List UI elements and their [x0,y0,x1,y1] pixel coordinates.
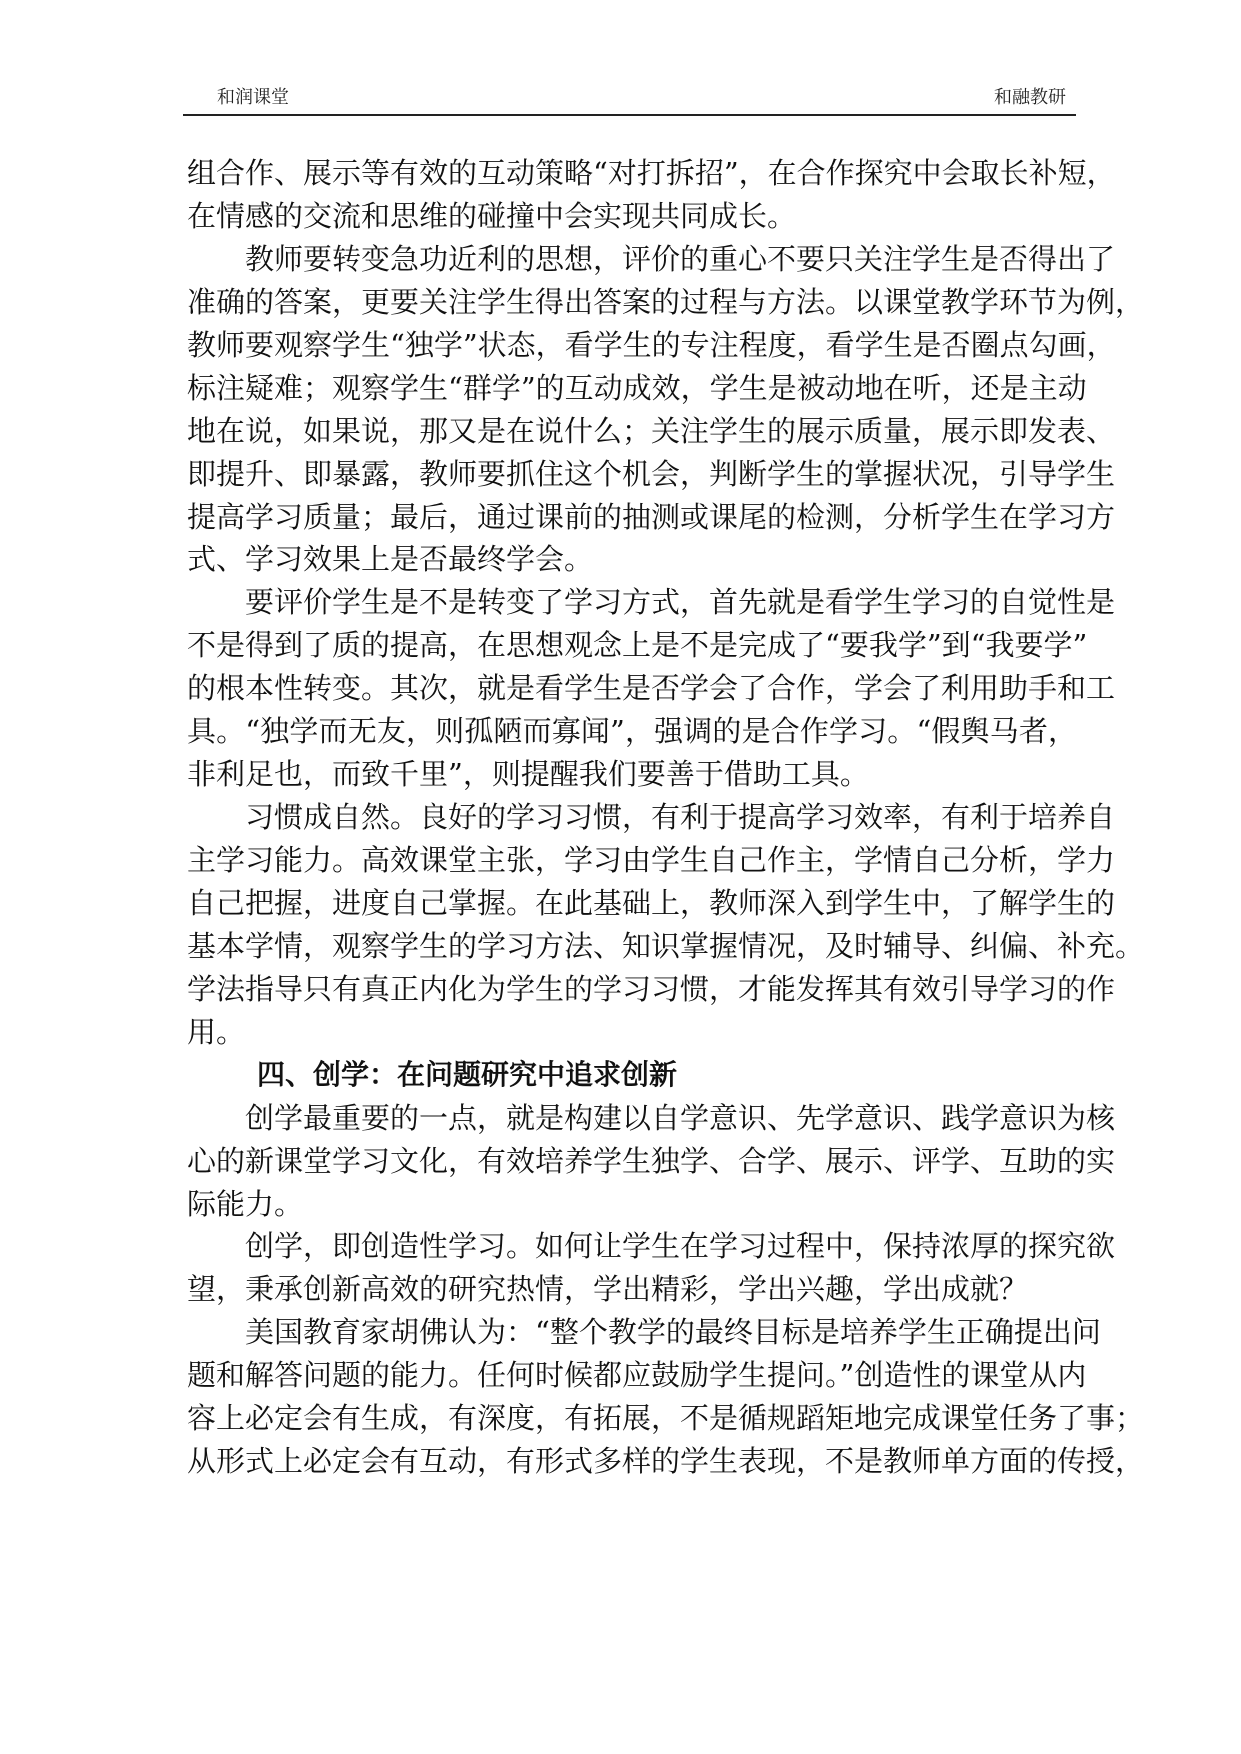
section-heading: 四、创学：在问题研究中追求创新 [257,1057,678,1091]
document-body [187,152,1145,1483]
header-right-title: 和融教研 [994,87,1066,108]
text-line: 即提升、即暴露，教师要抓住这个机会，判断学生的掌握状况，引导学生 [187,456,1116,491]
text-line: 容上必定会有生成，有深度，有拓展，不是循规蹈矩地完成课堂任务了事； [187,1401,1145,1436]
text-line: 美国教育家胡佛认为：“整个教学的最终目标是培养学生正确提出问 [245,1315,1101,1350]
text-line: 创学，即创造性学习。如何让学生在学习过程中，保持浓厚的探究欲 [245,1229,1116,1264]
text-line: 创学最重要的一点，就是构建以自学意识、先学意识、践学意识为核 [245,1100,1116,1135]
text-line: 自己把握，进度自己掌握。在此基础上，教师深入到学生中，了解学生的 [187,885,1116,920]
text-line: 用。 [187,1014,246,1049]
text-line: 主学习能力。高效课堂主张，学习由学生自己作主，学情自己分析，学力 [187,843,1116,877]
text-line: 非利足也，而致千里”，则提醒我们要善于借助工具。 [187,757,869,792]
text-line: 际能力。 [187,1186,304,1221]
text-line: 提高学习质量；最后，通过课前的抽测或课尾的检测，分析学生在学习方 [187,499,1116,534]
text-line: 标注疑难；观察学生“群学”的互动成效，学生是被动地在听，还是主动 [187,370,1087,405]
text-line: 教师要观察学生“独学”状态，看学生的专注程度，看学生是否圈点勾画， [187,327,1116,362]
text-line: 基本学情，观察学生的学习方法、知识掌握情况，及时辅导、纠偏、补充。 [187,928,1145,963]
text-line: 望，秉承创新高效的研究热情，学出精彩，学出兴趣，学出成就？ [187,1272,1029,1307]
text-line: 式、学习效果上是否最终学会。 [187,542,594,577]
text-line: 教师要转变急功近利的思想，评价的重心不要只关注学生是否得出了 [245,241,1116,276]
text-line: 在情感的交流和思维的碰撞中会实现共同成长。 [187,198,797,233]
text-line: 不是得到了质的提高，在思想观念上是不是完成了“要我学”到“我要学” [187,628,1088,663]
header-left-title: 和润课堂 [217,87,289,108]
text-line: 从形式上必定会有互动，有形式多样的学生表现，不是教师单方面的传授， [187,1444,1145,1479]
text-line: 学法指导只有真正内化为学生的学习习惯，才能发挥其有效引导学习的作 [187,971,1116,1006]
text-line: 组合作、展示等有效的互动策略“对打拆招”，在合作探究中会取长补短， [187,156,1116,190]
text-line: 具。“独学而无友，则孤陋而寡闻”，强调的是合作学习。“假舆马者， [187,714,1077,749]
text-line: 准确的答案，更要关注学生得出答案的过程与方法。以课堂教学环节为例， [187,284,1145,319]
text-line: 地在说，如果说，那又是在说什么；关注学生的展示质量，展示即发表、 [187,413,1116,448]
page-header [183,84,1076,116]
text-line: 心的新课堂学习文化，有效培养学生独学、合学、展示、评学、互助的实 [187,1143,1116,1178]
text-line: 习惯成自然。良好的学习习惯，有利于提高学习效率，有利于培养自 [245,800,1116,835]
text-line: 题和解答问题的能力。任何时候都应鼓励学生提问。”创造性的课堂从内 [187,1358,1087,1393]
text-line: 的根本性转变。其次，就是看学生是否学会了合作，学会了利用助手和工 [187,671,1116,706]
text-line: 要评价学生是不是转变了学习方式，首先就是看学生学习的自觉性是 [245,585,1116,620]
